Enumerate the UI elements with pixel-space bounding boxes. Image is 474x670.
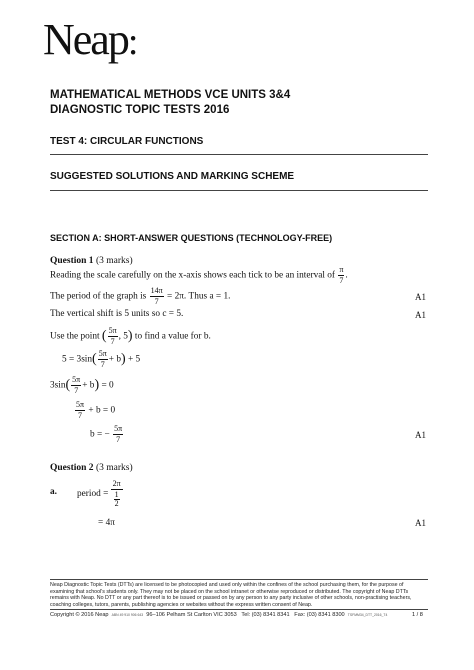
complex-fraction <box>111 480 123 508</box>
footer-info-row <box>50 612 428 618</box>
footer-divider <box>50 579 428 580</box>
footer-address: 96–106 Pelham St Carlton VIC 3053 <box>146 612 237 618</box>
denominator: 7 <box>154 297 159 306</box>
fraction <box>98 350 108 369</box>
test-title: TEST 4: CIRCULAR FUNCTIONS <box>50 136 204 147</box>
denominator: 7 <box>78 411 83 420</box>
q1-vertical-shift: The vertical shift is 5 units so c = 5. <box>50 309 184 319</box>
paren: ) <box>94 377 100 393</box>
equation-text: period = <box>77 489 109 500</box>
divider <box>50 190 428 191</box>
logo-text: Neap <box>43 15 128 64</box>
neap-logo <box>43 15 137 64</box>
numerator: 5π <box>98 349 107 358</box>
question-2-label: Question 2 <box>50 463 94 473</box>
q1-scale-line: Reading the scale carefully on the x-axis shows each tick to be an interval of $\frac{\pi}{7}$ . <box>50 265 348 285</box>
denominator: 7 <box>100 360 105 369</box>
equation-text: + 5 <box>127 354 141 365</box>
paren: ) <box>120 351 126 367</box>
footer-divider <box>50 609 428 610</box>
footer-copyright: Copyright © 2016 Neap <box>50 612 109 618</box>
course-title: MATHEMATICAL METHODS VCE UNITS 3&4 <box>50 89 291 101</box>
equation-text: b = − <box>90 429 110 440</box>
divider <box>50 154 428 155</box>
footer-fax: Fax: (03) 8341 8300 <box>294 612 345 618</box>
equation-text: = 0 <box>101 380 114 391</box>
numerator: 14π <box>150 286 163 295</box>
fraction <box>71 376 81 395</box>
paren: ( <box>92 351 97 367</box>
fraction <box>113 425 123 444</box>
fraction <box>150 287 164 306</box>
footer-code: TSFMM34_DTT_2016_T4 <box>347 613 388 617</box>
paren: ( <box>65 377 71 393</box>
q1-equation-2 <box>50 376 114 395</box>
denominator: 7 <box>339 276 344 285</box>
scheme-title: SUGGESTED SOLUTIONS AND MARKING SCHEME <box>50 171 295 182</box>
mark-a1: A1 <box>415 310 426 320</box>
question-2-heading <box>50 463 133 473</box>
q1-equation-4 <box>90 425 124 444</box>
numerator: 5π <box>114 424 123 433</box>
q1-period-result: = 2π. Thus a = 1. <box>167 291 231 302</box>
numerator: π <box>339 265 344 274</box>
denominator: 7 <box>110 337 115 346</box>
q2-part-a-label: a. <box>50 487 57 497</box>
section-heading: SECTION A: SHORT-ANSWER QUESTIONS (TECHNOLOGY-FREE) <box>50 233 333 243</box>
footer-disclaimer: Neap Diagnostic Topic Tests (DTTs) are licensed to be photocopied and used only within the confines of the school purchasing them, for the purpose of examining that school's students only. They may not be placed on the school intranet or otherwise reproduced or distributed. The copyright of Neap DTTs remains with Neap. No DTT or any part thereof is to be issued or passed on by any person to any party inclusive of other schools, non-practising teachers, coaching colleges, tutors, parents, publishing agencies or websites without the express written consent of Neap. <box>50 582 412 608</box>
q2-period-equation <box>77 480 123 508</box>
equation-text: 3sin <box>50 380 66 391</box>
denominator: 7 <box>74 386 79 395</box>
footer-tel: Tel: (03) 8341 8341 <box>241 612 290 618</box>
q1-period-line <box>50 287 230 306</box>
denominator: 7 <box>116 435 121 444</box>
numerator: 5π <box>76 400 85 409</box>
q1-equation-1 <box>62 350 140 369</box>
equation-text: 5 = 3sin <box>62 354 93 365</box>
equation-text: + b = 0 <box>88 405 116 416</box>
q2-result: = 4π <box>98 518 115 528</box>
footer-abn: ABN 49 910 906 643 <box>111 613 144 617</box>
q1-use-point-end: to find a value for b. <box>134 331 211 342</box>
mark-a1: A1 <box>415 430 426 440</box>
numerator: 5π <box>72 375 81 384</box>
numerator: 2π <box>112 479 121 488</box>
paren: ) <box>127 328 133 344</box>
fraction <box>338 266 344 285</box>
fraction <box>75 401 85 420</box>
question-1-marks: (3 marks) <box>95 256 133 266</box>
q1-use-point-line <box>50 327 211 346</box>
test-series-title: DIAGNOSTIC TOPIC TESTS 2016 <box>50 104 230 116</box>
denominator-fraction <box>114 490 120 508</box>
mark-a1: A1 <box>415 292 426 302</box>
question-1-label: Question 1 <box>50 256 94 266</box>
question-2-marks: (3 marks) <box>95 463 133 473</box>
question-1-heading <box>50 256 133 266</box>
q1-equation-3 <box>74 401 115 420</box>
q1-scale-text: Reading the scale carefully on the x-axis shows each tick to be an interval of <box>50 270 336 281</box>
numerator: 1 <box>114 490 119 499</box>
denominator: 2 <box>114 499 119 508</box>
point-y: , 5 <box>118 331 128 342</box>
page-number: 1 / 8 <box>412 612 423 618</box>
equation-text: + b <box>82 380 95 391</box>
paren: ( <box>101 328 107 344</box>
fraction <box>108 327 118 346</box>
q1-use-point-text: Use the point <box>50 331 100 342</box>
equation-text: + b <box>108 354 121 365</box>
numerator: 5π <box>108 326 117 335</box>
mark-a1: A1 <box>415 518 426 528</box>
logo-colon: : <box>127 21 137 63</box>
q1-period-text: The period of the graph is <box>50 291 147 302</box>
